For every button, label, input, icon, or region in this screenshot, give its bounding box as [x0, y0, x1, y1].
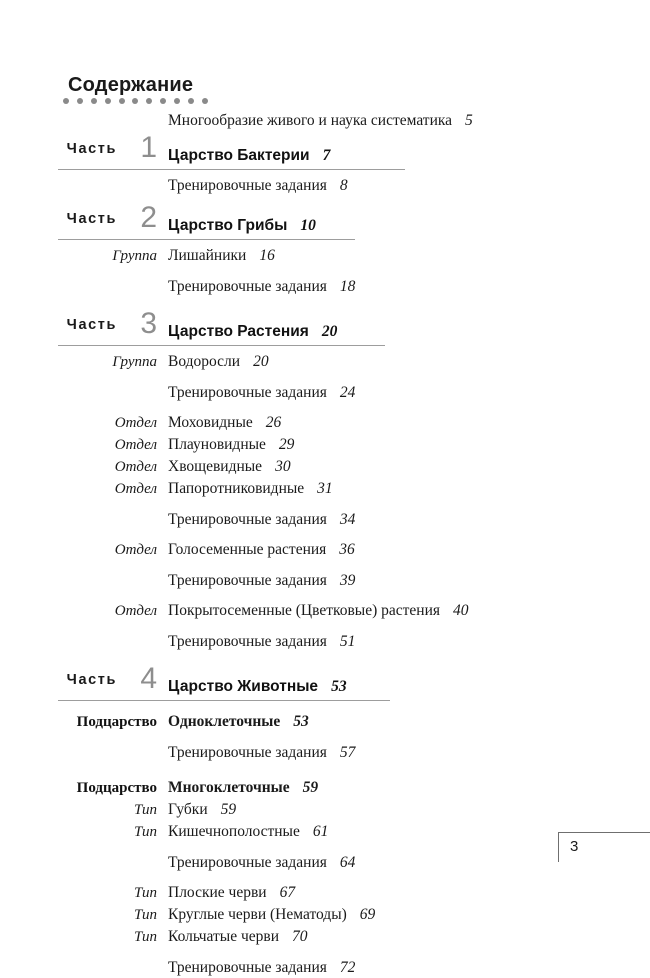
toc-entry-row[interactable]: [0, 110, 650, 131]
entry-page-number: 72: [339, 959, 356, 976]
entry-page-number: 34: [339, 511, 356, 528]
part-number: 2: [140, 201, 157, 234]
entry-text: Одноклеточные: [168, 713, 281, 730]
entry-page-number: 40: [453, 602, 469, 619]
toc-entry-title[interactable]: [163, 570, 650, 591]
entry-page-number: 69: [359, 906, 376, 923]
entry-text: Хвощевидные: [168, 458, 263, 475]
entry-page-number: 59: [302, 779, 319, 796]
entry-page-number: 53: [331, 678, 347, 695]
entry-page-number: 26: [265, 414, 282, 431]
rank-label: Отдел: [114, 542, 157, 558]
rank-label: Тип: [134, 885, 157, 901]
entry-text: Тренировочные задания: [168, 959, 327, 976]
toc-entry-row[interactable]: [0, 175, 650, 196]
entry-page-number: 61: [312, 823, 329, 840]
entry-page-number: 10: [300, 217, 316, 234]
toc-part-row[interactable]: [0, 201, 650, 236]
entry-page-number: 39: [339, 572, 356, 589]
toc-entry-title[interactable]: [163, 882, 650, 903]
toc-entry-row[interactable]: [0, 539, 650, 561]
entry-text: Тренировочные задания: [168, 744, 327, 761]
toc-entry-title[interactable]: [163, 276, 650, 297]
toc-entry-row[interactable]: [0, 412, 650, 434]
toc-entry-title[interactable]: [163, 456, 650, 477]
toc-entry-row[interactable]: [0, 904, 650, 926]
part-number: 3: [140, 307, 157, 340]
spacer: [0, 342, 650, 351]
spacer: [0, 622, 650, 631]
divider-dot: [77, 98, 83, 104]
entry-page-number: 16: [259, 247, 275, 264]
entry-text: Царство Грибы: [168, 217, 288, 234]
rank-label: Группа: [112, 354, 157, 370]
entry-text: Тренировочные задания: [168, 633, 327, 650]
spacer: [0, 873, 650, 882]
entry-text: Губки: [168, 801, 208, 818]
spacer: [0, 500, 650, 509]
toc-entry-title[interactable]: [163, 539, 650, 560]
entry-text: Плауновидные: [168, 436, 266, 453]
entry-text: Лишайники: [168, 247, 247, 264]
part-divider-rule: [58, 700, 390, 701]
toc-entry-title[interactable]: [163, 600, 650, 621]
spacer: [0, 166, 650, 175]
entry-text: Тренировочные задания: [168, 572, 327, 589]
entry-text: Папоротниковидные: [168, 480, 305, 497]
spacer: [0, 373, 650, 382]
toc-entry-title[interactable]: [163, 509, 650, 530]
toc-entry-title[interactable]: [163, 799, 650, 820]
entry-page-number: 29: [278, 436, 295, 453]
entry-text: Кишечнополостные: [168, 823, 300, 840]
toc-entry-row[interactable]: [0, 957, 650, 978]
rank-label: Группа: [112, 248, 157, 264]
toc-entry-title[interactable]: [163, 434, 650, 455]
toc-entry-title[interactable]: [163, 321, 650, 342]
entry-text: Тренировочные задания: [168, 384, 327, 401]
spacer: [0, 763, 650, 777]
toc-entry-row[interactable]: [0, 777, 650, 799]
entry-page-number: 20: [321, 323, 338, 340]
toc-entry-row[interactable]: [0, 351, 650, 373]
toc-entry-title[interactable]: [163, 904, 650, 925]
entry-page-number: 8: [339, 177, 348, 194]
divider-dot: [188, 98, 194, 104]
divider-dot: [63, 98, 69, 104]
toc-entry-row[interactable]: [0, 711, 650, 733]
divider-dot: [132, 98, 138, 104]
toc-entry-title[interactable]: [163, 957, 650, 978]
divider-dot: [105, 98, 111, 104]
rank-label: Отдел: [114, 603, 157, 619]
entry-text: Царство Бактерии: [168, 147, 310, 164]
entry-page-number: 70: [292, 928, 308, 945]
toc-part-row[interactable]: [0, 307, 650, 342]
spacer: [0, 733, 650, 742]
entry-page-number: 18: [339, 278, 356, 295]
spacer: [0, 530, 650, 539]
entry-page-number: 30: [275, 458, 291, 475]
toc-entry-title[interactable]: [163, 412, 650, 433]
toc-entry-row[interactable]: [0, 600, 650, 622]
divider-dot: [91, 98, 97, 104]
rank-label: Отдел: [114, 437, 157, 453]
dotted-divider: [63, 97, 208, 105]
rank-label: Тип: [134, 802, 157, 818]
rank-label: Отдел: [114, 459, 157, 475]
toc-entry-title[interactable]: [163, 215, 650, 236]
entry-page-number: 59: [220, 801, 237, 818]
rank-label: Подцарство: [76, 780, 157, 796]
toc-entry-title[interactable]: [163, 631, 650, 652]
entry-page-number: 51: [339, 633, 356, 650]
entry-text: Моховидные: [168, 414, 253, 431]
page-number: 3: [570, 838, 579, 855]
entry-text: Многообразие живого и наука систематика: [168, 112, 453, 129]
toc-entry-row[interactable]: [0, 742, 650, 763]
toc-entry-title[interactable]: [163, 382, 650, 403]
toc-entry-row[interactable]: [0, 434, 650, 456]
part-word: Часть: [66, 317, 117, 333]
spacer: [0, 236, 650, 245]
toc-entry-title[interactable]: [163, 676, 650, 697]
spacer: [0, 591, 650, 600]
entry-text: Тренировочные задания: [168, 511, 327, 528]
toc-entry-row[interactable]: [0, 926, 650, 948]
part-word: Часть: [66, 211, 117, 227]
entry-page-number: 7: [322, 147, 331, 164]
rank-label: Тип: [134, 929, 157, 945]
divider-dot: [202, 98, 208, 104]
rank-label: Подцарство: [76, 714, 157, 730]
toc-entry-title[interactable]: [163, 351, 650, 372]
toc-entry-row[interactable]: [0, 245, 650, 267]
entry-text: Покрытосеменные (Цветковые) растения: [168, 602, 440, 619]
toc-entry-row[interactable]: [0, 799, 650, 821]
toc-entry-list: [0, 110, 650, 978]
rank-label: Тип: [134, 907, 157, 923]
toc-entry-title[interactable]: [163, 742, 650, 763]
toc-entry-row[interactable]: [0, 382, 650, 403]
entry-text: Плоские черви: [168, 884, 267, 901]
entry-text: Тренировочные задания: [168, 278, 327, 295]
toc-entry-row[interactable]: [0, 631, 650, 652]
toc-entry-row[interactable]: [0, 570, 650, 591]
part-number: 1: [140, 131, 157, 164]
rank-label: Тип: [134, 824, 157, 840]
toc-entry-title[interactable]: [163, 711, 650, 732]
entry-page-number: 67: [279, 884, 296, 901]
divider-dot: [174, 98, 180, 104]
entry-text: Тренировочные задания: [168, 177, 327, 194]
folio-box: [558, 832, 650, 862]
entry-text: Царство Животные: [168, 678, 319, 695]
spacer: [0, 267, 650, 276]
toc-entry-title[interactable]: [163, 926, 650, 947]
toc-entry-title[interactable]: [163, 175, 650, 196]
spacer: [0, 948, 650, 957]
divider-dot: [119, 98, 125, 104]
entry-text: Круглые черви (Нематоды): [168, 906, 347, 923]
entry-page-number: 20: [253, 353, 269, 370]
part-word: Часть: [66, 672, 117, 688]
page-title: Содержание: [68, 74, 194, 96]
part-divider-rule: [58, 169, 405, 170]
spacer: [0, 561, 650, 570]
entry-page-number: 57: [339, 744, 356, 761]
entry-text: Царство Растения: [168, 323, 309, 340]
toc-entry-row[interactable]: [0, 882, 650, 904]
entry-text: Кольчатые черви: [168, 928, 279, 945]
entry-page-number: 31: [317, 480, 333, 497]
part-divider-rule: [58, 345, 385, 346]
spacer: [0, 403, 650, 412]
entry-page-number: 5: [465, 112, 473, 129]
entry-text: Тренировочные задания: [168, 854, 327, 871]
part-word: Часть: [66, 141, 117, 157]
entry-page-number: 53: [293, 713, 309, 730]
toc-entry-title[interactable]: [163, 245, 650, 266]
toc-entry-row[interactable]: [0, 509, 650, 530]
entry-text: Многоклеточные: [168, 779, 290, 796]
toc-entry-title[interactable]: [163, 478, 650, 499]
rank-label: Отдел: [114, 481, 157, 497]
part-number: 4: [140, 662, 157, 695]
entry-page-number: 64: [339, 854, 356, 871]
toc-entry-row[interactable]: [0, 852, 650, 873]
toc-entry-title[interactable]: [163, 777, 650, 798]
toc-part-row[interactable]: [0, 662, 650, 697]
toc-entry-title[interactable]: [163, 110, 650, 131]
toc-entry-title[interactable]: [163, 145, 650, 166]
toc-part-row[interactable]: [0, 131, 650, 166]
part-divider-rule: [58, 239, 355, 240]
toc-entry-row[interactable]: [0, 276, 650, 297]
divider-dot: [146, 98, 152, 104]
entry-text: Водоросли: [168, 353, 241, 370]
entry-text: Голосеменные растения: [168, 541, 327, 558]
divider-dot: [160, 98, 166, 104]
rank-label: Отдел: [114, 415, 157, 431]
spacer: [0, 843, 650, 852]
entry-page-number: 36: [339, 541, 355, 558]
toc-entry-row[interactable]: [0, 821, 650, 843]
toc-entry-row[interactable]: [0, 456, 650, 478]
toc-entry-row[interactable]: [0, 478, 650, 500]
entry-page-number: 24: [339, 384, 356, 401]
